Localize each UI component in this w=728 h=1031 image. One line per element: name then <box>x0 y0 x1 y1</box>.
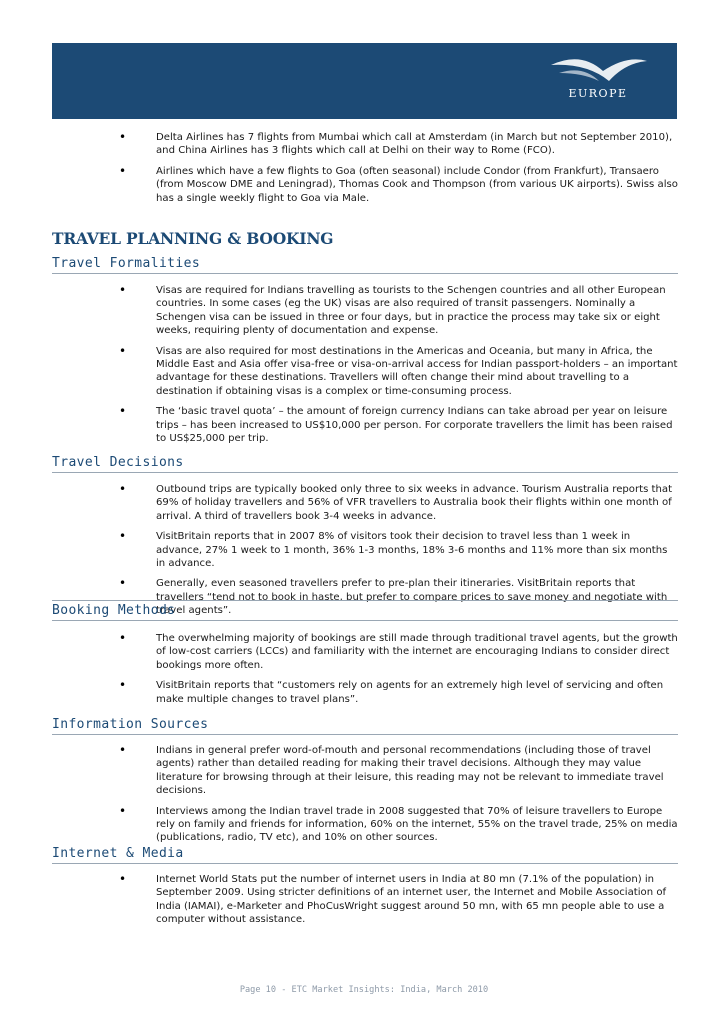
bullet-icon: • <box>119 529 127 544</box>
section-heading-booking-methods: Booking Methods <box>52 603 678 621</box>
list-item: • Delta Airlines has 7 flights from Mumbai which call at Amsterdam (in March but not September 2010), and China Airlines has 3 flights which call at Delhi on their way to Rome (FCO). <box>119 130 673 157</box>
logo-text: EUROPE <box>568 87 628 100</box>
list-item: • Internet World Stats put the number of internet users in India at 80 mn (7.1% of the population) in September 2009. Using stricter definitions of an internet user, the Internet and Mobile Association of India (IAMAI), e-Marketer and PhoCusWright suggest around 50 mn, with 65 mn people able to use a computer without assistance. <box>119 872 667 926</box>
bullet-icon: • <box>119 163 127 178</box>
list-item: • The ‘basic travel quota’ – the amount of foreign currency Indians can take abroad per year on leisure trips – has been increased to US$10,000 per person. For corporate travellers the limit has been raised to US$25,000 per trip. <box>119 404 673 445</box>
list-item: • Visas are required for Indians travelling as tourists to the Schengen countries and all other European countries. In some cases (eg the UK) visas are also required of transit passengers. Nominally a Schengen visa can be issued in three or four days, but in practice the process may take six or eight weeks, requiring plenty of documentation and expense. <box>119 283 666 337</box>
travel-formalities-list <box>0 284 728 452</box>
header-banner <box>52 43 677 119</box>
list-item: • VisitBritain reports that “customers rely on agents for an extremely high level of servicing and often make multiple changes to travel plans”. <box>119 678 664 705</box>
list-item: • Generally, even seasoned travellers prefer to pre-plan their itineraries. VisitBritain reports that travellers “tend not to book in haste, but prefer to compare prices to save money and negotiate with travel agents”. <box>119 576 668 617</box>
section-divider <box>52 600 678 601</box>
list-item: • Outbound trips are typically booked only three to six weeks in advance. Tourism Australia reports that 69% of holiday travellers and 56% of VFR travellers to Australia book their flights within one month of arrival. A third of travellers book 3-4 weeks in advance. <box>119 482 673 522</box>
internet-media-list <box>0 873 728 934</box>
bullet-icon: • <box>119 283 127 297</box>
list-item: • Airlines which have a few flights to Goa (often seasonal) include Condor (from Frankfurt), Transaero (from Moscow DME and Leningrad), Thomas Cook and Thompson (from various UK airports). Swiss also has a single weekly flight to Goa via Male. <box>119 163 678 204</box>
section-heading-travel-formalities: Travel Formalities <box>52 256 678 274</box>
bullet-icon: • <box>119 130 127 144</box>
bullet-icon: • <box>119 404 127 419</box>
section-heading-information-sources: Information Sources <box>52 717 678 735</box>
intro-bullet-list <box>0 131 728 212</box>
page-footer: Page 10 - ETC Market Insights: India, March 2010 <box>239 985 489 995</box>
bird-wing-icon <box>543 51 653 111</box>
bullet-icon: • <box>119 631 127 645</box>
list-item: • Interviews among the Indian travel trade in 2008 suggested that 70% of leisure travellers to Europe rely on family and friends for information, 60% on the internet, 55% on the travel trade, 25% on media (publications, radio, TV etc), and 10% on other sources. <box>119 803 678 844</box>
bullet-icon: • <box>119 343 127 358</box>
booking-methods-list <box>0 632 728 713</box>
bullet-icon: • <box>119 743 127 757</box>
bullet-icon: • <box>119 576 127 591</box>
bullet-icon: • <box>119 482 127 496</box>
list-item: • Indians in general prefer word-of-mouth and personal recommendations (including those of travel agents) rather than detailed reading for making their travel decisions. Although they may value literature for browsing through at their leisure, this reading may not be relevant to immediate travel decisions. <box>119 743 664 797</box>
section-heading-travel-decisions: Travel Decisions <box>52 455 678 473</box>
information-sources-list <box>0 744 728 852</box>
list-item: • VisitBritain reports that in 2007 8% of visitors took their decision to travel less than 1 week in advance, 27% 1 week to 1 month, 36% 1-3 months, 18% 3-6 months and 11% more than six months in advance. <box>119 529 668 570</box>
section-heading-internet-media: Internet & Media <box>52 846 678 864</box>
bullet-icon: • <box>119 803 127 818</box>
bullet-icon: • <box>119 872 127 886</box>
page-title: TRAVEL PLANNING & BOOKING <box>52 229 334 248</box>
europe-logo <box>543 51 653 111</box>
list-item: • The overwhelming majority of bookings are still made through traditional travel agents, but the growth of low-cost carriers (LCCs) and familiarity with the internet are encouraging Indians to consider direct bookings more often. <box>119 631 678 671</box>
list-item: • Visas are also required for most destinations in the Americas and Oceania, but many in Africa, the Middle East and Asia offer visa-free or visa-on-arrival access for Indian passport-holders – an important advantage for these destinations. Travellers will often change their mind about travelling to a destination if obtaining visas is a complex or time-consuming process. <box>119 343 678 397</box>
bullet-icon: • <box>119 678 127 693</box>
